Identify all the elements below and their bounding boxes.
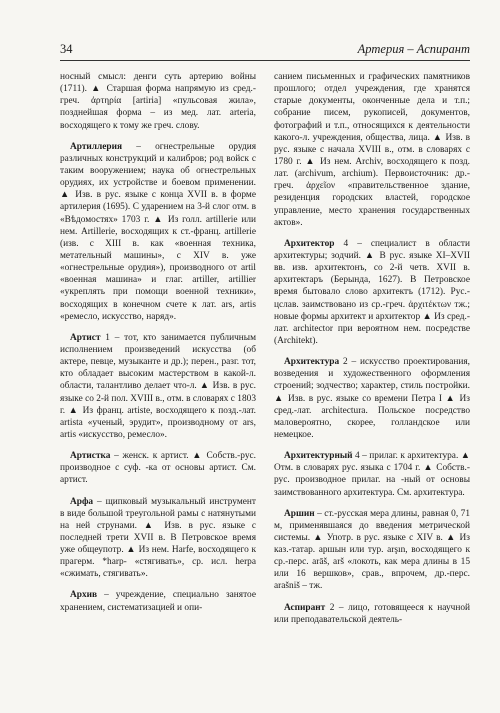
entry-continuation	[60, 71, 256, 132]
dictionary-entry	[60, 450, 256, 486]
entry-text: 2 – лицо, готовящееся к научной или преподавательской деятель-	[274, 602, 470, 625]
entry-text: 4 – специалист в области архитектуры; зодчий. ▲ В рус. языке XI–XVII вв. изв. архитектонъ, со 2-й четв. XVII в. архитектаръ (Берында, 1627). В Петровское время бытовало слово архитектъ (1712). Рус.-цслав. заимствовано из ср.-греч. ἀρχιτέκτων тж.; новые формы архитект и архитектор ▲ Из сред.-лат. architector при вероятном нем. посредстве (Architekt).	[274, 238, 470, 346]
dictionary-entry	[60, 141, 256, 323]
entry-headword: Аршин	[284, 508, 315, 519]
entry-text: – женск. к артист. ▲ Собств.-рус. производное с суф. -ка от основы артист. См. артист.	[60, 451, 256, 486]
dictionary-entry	[60, 589, 256, 613]
entry-headword: Аспирант	[284, 602, 326, 613]
entry-text: 1 – тот, кто занимается публичным исполнением произведений искусства (об актере, певце, музыканте и др.); перен., разг. тот, кто обладает высоким мастерством в какой-л. области, талантливо делает что-л. ▲ Изв. в рус. языке со 2-й пол. XVIII в., отм. в словарях с 1803 г. ▲ Из франц. artiste, восходящего к позд.-лат. artista «ученый, эрудит», производному от ars, artis «искусство, ремесло».	[60, 332, 256, 440]
entry-headword: Архитектор	[284, 238, 335, 249]
dictionary-entry	[274, 238, 470, 347]
text-columns	[60, 71, 470, 699]
dictionary-entry	[274, 508, 470, 593]
dictionary-entry	[274, 602, 470, 626]
page-header	[60, 42, 470, 61]
entry-continuation	[274, 71, 470, 229]
entry-text: – учреждение, специально занятое хранением, систематизацией и опи-	[60, 590, 256, 613]
right-column	[274, 71, 470, 699]
dictionary-entry	[60, 332, 256, 441]
entry-headword: Арфа	[70, 496, 94, 507]
dictionary-entry	[60, 496, 256, 581]
entry-text: – огнестрельные орудия различных конструкций и калибров; род войск с таким вооружением; наука об огнестрельных орудиях, их устройстве и боевом применении. ▲ Изв. в рус. языке с конца XVII в. в форме артилерия (1695). С ударением на 3-й слог отм. в «Вѣдомостях» 1703 г. ▲ Из голл. artillerie или нем. Artillerie, восходящих к ст.-франц. artillerie (изв. с XIII в. как «военная техника, метательный машины», с XIV в. уже «огнестрельные орудия»), производного от artil «военная машина» и глаг. artiller, artillier «укреплять при помощи военной техники», восходящих в конечном счете к лат. ars, artis «ремесло, искусство, наряд».	[60, 141, 256, 322]
entry-text: – щипковый музыкальный инструмент в виде большой треугольной рамы с натянутыми на ней струнами. ▲ Изв. в рус. языке с последней трети XVII в. В Петровское время уже общеупотр. ▲ Из нем. Harfe, восходящего к прагерм. *harp- «стягивать», ср. исл. herpa «сжимать, стягивать».	[60, 496, 256, 580]
entry-text: носный смысл: денги суть артерию войны (1711). ▲ Старшая форма напрямую из сред.-греч. ἀρτηρία [artiria] «пульсовая жила», позднейшая форма – из мед. лат. arteria, восходящего к тому же греч. слову.	[60, 72, 256, 131]
entry-headword: Артист	[70, 332, 101, 343]
dictionary-entry	[274, 450, 470, 499]
entry-text: – ст.-русская мера длины, равная 0, 71 м, применявшаяся до введения метрической системы. ▲ Употр. в рус. языке с XIV в. ▲ Из каз.-татар. аршын или тур. arşın, восходящего к ср.-перс. arāš, arš «локоть, как мера длины в 15 или 16 вершков», срав., впрочем, др.-перс. arašniš – тж.	[274, 508, 470, 592]
entry-headword: Архитектура	[284, 357, 340, 368]
entry-headword: Артиллерия	[70, 141, 123, 152]
entry-headword: Архив	[70, 590, 98, 601]
entry-headword: Артистка	[70, 451, 111, 462]
entry-headword: Архитектурный	[284, 451, 353, 462]
dictionary-entry	[274, 356, 470, 441]
entry-text: 4 – прилаг. к архитектура. ▲ Отм. в словарях рус. языка с 1704 г. ▲ Собств.-рус. производное прилаг. на -ный от основы заимствованного архитектура. См. архитектура.	[274, 451, 470, 498]
entry-text: санием письменных и графических памятников прошлого; отдел учреждения, где хранятся старые документы, оконченные дела и т.п.; собрание писем, рукописей, документов, фотографий и т.п., относящихся к деятельности какого-л. учреждения, общества, лица. ▲ Изв. в рус. языке с начала XVIII в., отм. в словарях с 1780 г. ▲ Из нем. Archiv, восходящего к позд. лат. (archivum, archium). Первоисточник: др.-греч. ἀρχεῖον «правительственное здание, резиденция городских властей, городское управление, место хранения государственных актов».	[274, 72, 470, 228]
left-column	[60, 71, 256, 699]
page-number: 34	[60, 42, 73, 56]
entry-text: 2 – искусство проектирования, возведения и художественного оформления строений; зодчество; характер, стиль постройки. ▲ Изв. в рус. языке со времени Петра I ▲ Из сред.-лат. architectura. Польское посредство маловероятно, скорее, голландское или немецкое.	[274, 357, 470, 440]
running-head: Артерия – Аспирант	[357, 42, 470, 56]
